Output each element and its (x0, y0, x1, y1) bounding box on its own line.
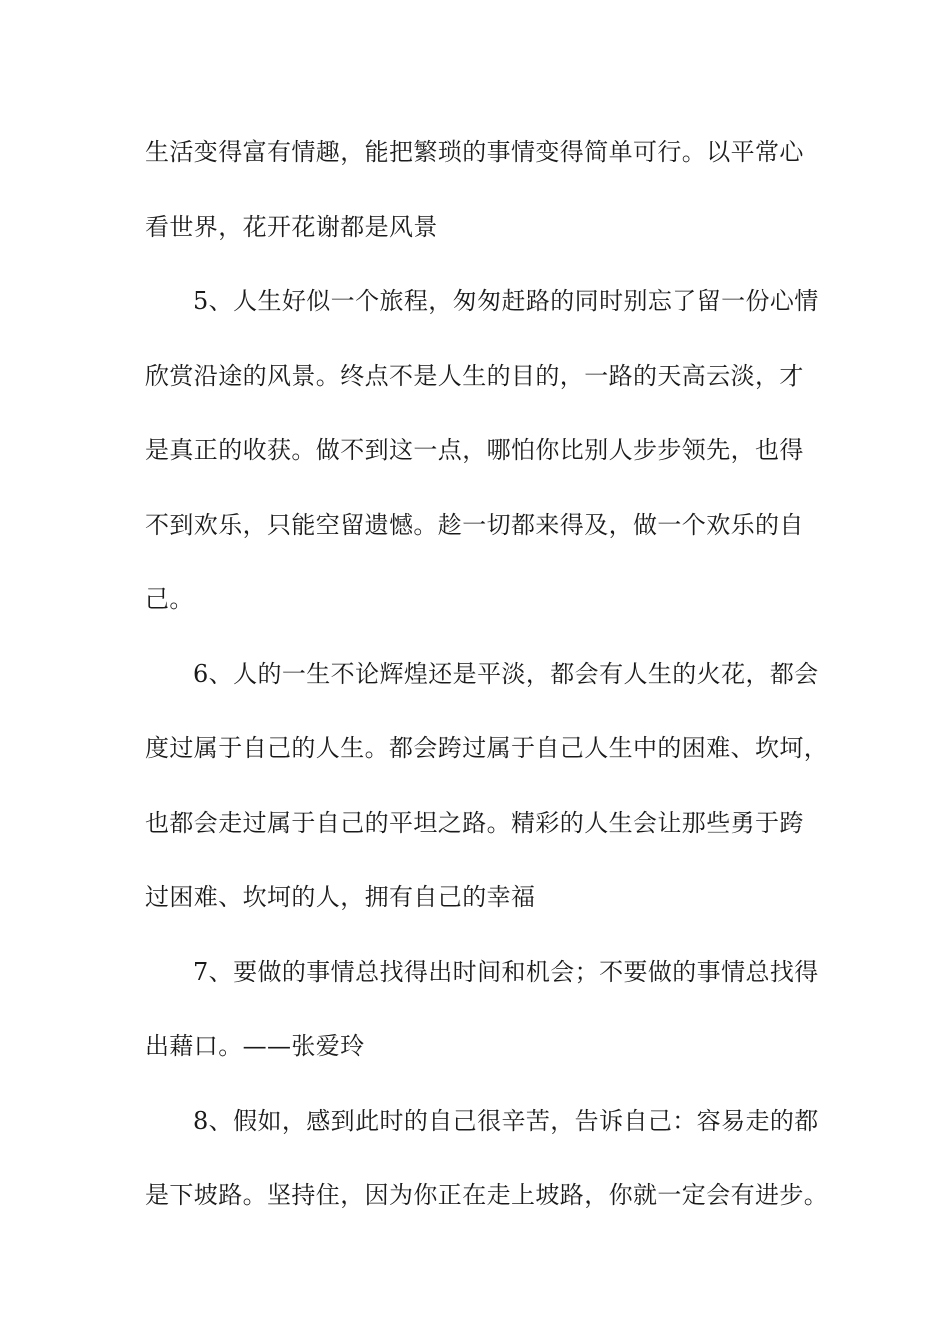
text-line: 欣赏沿途的风景。终点不是人生的目的，一路的天高云淡，才 (145, 361, 804, 390)
text-line: 出藉口。——张爱玲 (145, 1032, 365, 1060)
text-line: 度过属于自己的人生。都会跨过属于自己人生中的困难、坎坷， (145, 734, 829, 762)
text-line: 不到欢乐，只能空留遗憾。趁一切都来得及，做一个欢乐的自 (145, 510, 804, 539)
paragraph-8-start: 8、假如，感到此时的自己很辛苦，告诉自己：容易走的都 (193, 1106, 819, 1135)
text-line: 是下坡路。坚持住，因为你正在走上坡路，你就一定会有进步。 (145, 1181, 829, 1209)
text-line: 看世界，花开花谢都是风景 (145, 212, 438, 241)
text-line: 过困难、坎坷的人，拥有自己的幸福 (145, 883, 536, 911)
text-line: 也都会走过属于自己的平坦之路。精彩的人生会让那些勇于跨 (145, 808, 804, 837)
paragraph-6-start: 6、人的一生不论辉煌还是平淡，都会有人生的火花，都会 (193, 659, 819, 688)
text-line: 己。 (145, 585, 194, 613)
text-line: 是真正的收获。做不到这一点，哪怕你比别人步步领先，也得 (145, 436, 804, 464)
text-line: 生活变得富有情趣，能把繁琐的事情变得简单可行。以平常心 (145, 138, 804, 166)
paragraph-7-start: 7、要做的事情总找得出时间和机会；不要做的事情总找得 (193, 957, 819, 986)
paragraph-5-start: 5、人生好似一个旅程，匆匆赶路的同时别忘了留一份心情 (193, 287, 819, 315)
body-text (145, 128, 829, 1246)
